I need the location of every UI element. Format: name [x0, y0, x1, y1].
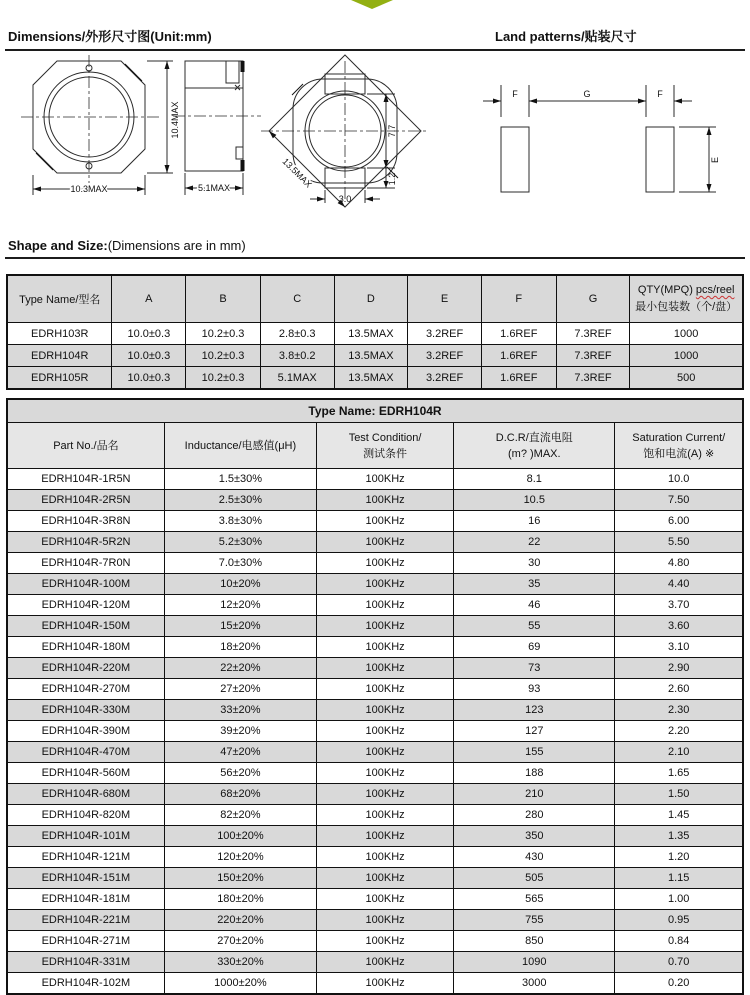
spec-table-row-cell: 0.20 [615, 973, 743, 995]
spec-table-row-cell: 100KHz [317, 469, 454, 490]
spec-table-row-cell: EDRH104R-181M [7, 889, 164, 910]
spec-table-row-cell: 100KHz [317, 658, 454, 679]
spec-table-row-cell: 100KHz [317, 637, 454, 658]
size-table-row-cell: 10.0±0.3 [112, 323, 186, 345]
size-table-row-cell: 3.2REF [408, 323, 482, 345]
spec-table-row-cell: 120±20% [164, 847, 316, 868]
spec-col-part-no: Part No./品名 [7, 423, 164, 469]
spec-table-row [7, 910, 743, 931]
spec-table-row-cell: 1000±20% [164, 973, 316, 995]
dim-label-height: 10.4MAX [170, 101, 180, 139]
dim-label-f-left: F [512, 89, 518, 99]
spec-table-row-cell: 35 [454, 574, 615, 595]
spec-table-row-cell: 93 [454, 679, 615, 700]
bottom-view-drawing [255, 51, 460, 216]
dim-label-diagonal: 13.5MAX [280, 156, 314, 190]
size-col-type-name: Type Name/型名 [7, 275, 112, 323]
spec-table-row-cell: 100KHz [317, 910, 454, 931]
spec-table-row-cell: 100KHz [317, 931, 454, 952]
spec-table-row-cell: 100KHz [317, 616, 454, 637]
shape-size-heading-rest: (Dimensions are in mm) [107, 238, 246, 253]
size-table-row [7, 323, 743, 345]
spec-table-row-cell: 4.80 [615, 553, 743, 574]
spec-table-row-cell: EDRH104R-390M [7, 721, 164, 742]
dim-label-width: 10.3MAX [70, 184, 108, 194]
spec-table-row [7, 574, 743, 595]
spec-table-row-cell: 755 [454, 910, 615, 931]
spec-table-row-cell: 6.00 [615, 511, 743, 532]
dim-label-e: E [710, 156, 720, 164]
spec-table-row-cell: 1.20 [615, 847, 743, 868]
dim-label-pad-span: 7.7 [387, 124, 397, 138]
spec-table-row-cell: EDRH104R-121M [7, 847, 164, 868]
spec-table-row [7, 637, 743, 658]
spec-table-row-cell: 3000 [454, 973, 615, 995]
spec-table-row-cell: 10.0 [615, 469, 743, 490]
spec-table-row [7, 763, 743, 784]
spec-table-row-cell: 3.70 [615, 595, 743, 616]
size-col-qty [630, 275, 743, 323]
spec-table-row-cell: EDRH104R-101M [7, 826, 164, 847]
size-table [6, 274, 744, 390]
spec-table-row [7, 658, 743, 679]
spec-table-row-cell: EDRH104R-680M [7, 784, 164, 805]
spec-table-row-cell: EDRH104R-470M [7, 742, 164, 763]
spec-table-row-cell: 100KHz [317, 511, 454, 532]
shape-size-heading-bold: Shape and Size: [8, 238, 108, 253]
spec-table-row-cell: 47±20% [164, 742, 316, 763]
spec-table-row-cell: EDRH104R-120M [7, 595, 164, 616]
spec-table-row-cell: EDRH104R-560M [7, 763, 164, 784]
spec-table-row-cell: 210 [454, 784, 615, 805]
technical-drawings [5, 51, 745, 223]
spec-table-header-row [7, 423, 743, 469]
land-pattern-drawing [481, 77, 741, 217]
size-table-row-cell: 10.2±0.3 [186, 323, 261, 345]
spec-table-row-cell: 155 [454, 742, 615, 763]
size-table-row-cell: 13.5MAX [334, 367, 408, 390]
spec-table-row-cell: 270±20% [164, 931, 316, 952]
spec-table-row-cell: EDRH104R-3R8N [7, 511, 164, 532]
spec-table-row [7, 490, 743, 511]
spec-table-row-cell: 69 [454, 637, 615, 658]
spec-table-row-cell: EDRH104R-5R2N [7, 532, 164, 553]
dim-label-pad-height: 1.2 [387, 172, 397, 186]
spec-table-row [7, 931, 743, 952]
size-table-row-cell: 3.2REF [408, 345, 482, 367]
spec-table-row [7, 973, 743, 995]
spec-table-row-cell: 180±20% [164, 889, 316, 910]
spec-table-row [7, 700, 743, 721]
spec-table-row-cell: EDRH104R-7R0N [7, 553, 164, 574]
spec-table-title-row [7, 399, 743, 423]
spec-col-dcr: D.C.R/直流电阻 (m? )MAX. [454, 423, 615, 469]
spec-table-row-cell: 127 [454, 721, 615, 742]
size-table-row-cell: 1.6REF [481, 323, 556, 345]
spec-table-row-cell: 150±20% [164, 868, 316, 889]
spec-table-row-cell: EDRH104R-180M [7, 637, 164, 658]
spec-table-row-cell: 2.30 [615, 700, 743, 721]
dim-label-f-right: F [657, 89, 663, 99]
spec-table-row-cell: 0.95 [615, 910, 743, 931]
spec-table-row-cell: 1.00 [615, 889, 743, 910]
spec-table-row-cell: 5.50 [615, 532, 743, 553]
spec-table-row [7, 805, 743, 826]
spec-table-row-cell: 12±20% [164, 595, 316, 616]
spec-table-row-cell: 2.5±30% [164, 490, 316, 511]
spec-table-row-cell: 10.5 [454, 490, 615, 511]
spec-table-row-cell: 22±20% [164, 658, 316, 679]
spec-table-row-cell: 16 [454, 511, 615, 532]
spec-table-row-cell: 56±20% [164, 763, 316, 784]
spec-table-row [7, 784, 743, 805]
spec-table-row [7, 721, 743, 742]
size-col-f: F [481, 275, 556, 323]
size-table-row [7, 367, 743, 390]
spec-table-row-cell: 82±20% [164, 805, 316, 826]
spec-table-row-cell: 2.10 [615, 742, 743, 763]
spec-table-row-cell: EDRH104R-2R5N [7, 490, 164, 511]
spec-table-row [7, 742, 743, 763]
size-table-row-cell: 13.5MAX [334, 345, 408, 367]
spec-col-saturation-current: Saturation Current/ 饱和电流(A) ※ [615, 423, 743, 469]
spec-table-row-cell: 2.60 [615, 679, 743, 700]
spec-col-test-condition: Test Condition/ 测试条件 [317, 423, 454, 469]
spec-table-row-cell: 1090 [454, 952, 615, 973]
qty-header-line2: 最小包装数（个/盘） [635, 301, 738, 313]
spec-table-row-cell: 100KHz [317, 784, 454, 805]
spec-table-row [7, 469, 743, 490]
size-table-row-cell: EDRH105R [7, 367, 112, 390]
spec-table-row-cell: 100KHz [317, 763, 454, 784]
size-table-row-cell: 7.3REF [556, 367, 630, 390]
spec-table-row-cell: 3.10 [615, 637, 743, 658]
spec-table-title: Type Name: EDRH104R [7, 399, 743, 423]
spec-col-inductance: Inductance/电感值(μH) [164, 423, 316, 469]
spec-table-row-cell: 100KHz [317, 973, 454, 995]
spec-table-row-cell: 7.50 [615, 490, 743, 511]
spec-table-row-cell: 100KHz [317, 889, 454, 910]
size-table-row-cell: EDRH103R [7, 323, 112, 345]
spec-table-row [7, 679, 743, 700]
spec-table-row-cell: 505 [454, 868, 615, 889]
spec-table-row-cell: 22 [454, 532, 615, 553]
spec-table-row-cell: 15±20% [164, 616, 316, 637]
size-table-row-cell: EDRH104R [7, 345, 112, 367]
size-table-row-cell: 10.2±0.3 [186, 345, 261, 367]
spec-table-row-cell: 3.60 [615, 616, 743, 637]
size-table-row-cell: 7.3REF [556, 323, 630, 345]
spec-table-row-cell: 8.1 [454, 469, 615, 490]
spec-table-row-cell: EDRH104R-330M [7, 700, 164, 721]
spec-table-row [7, 553, 743, 574]
spec-table-row [7, 616, 743, 637]
spec-table-row-cell: 100KHz [317, 679, 454, 700]
page-header [5, 0, 745, 51]
spec-table-row-cell: 1.15 [615, 868, 743, 889]
spec-table-row-cell: 5.2±30% [164, 532, 316, 553]
spec-table-row-cell: EDRH104R-220M [7, 658, 164, 679]
size-table-row-cell: 13.5MAX [334, 323, 408, 345]
qty-header-prefix: QTY(MPQ) [637, 284, 693, 296]
spec-table-row-cell: 100KHz [317, 532, 454, 553]
spec-table-row-cell: 1.45 [615, 805, 743, 826]
size-table-row-cell: 500 [630, 367, 743, 390]
qty-header-underlined: pcs/reel [695, 284, 735, 296]
spec-table-row-cell: 100KHz [317, 490, 454, 511]
spec-table-row-cell: 68±20% [164, 784, 316, 805]
spec-table-row-cell: 350 [454, 826, 615, 847]
spec-table-row-cell: 100KHz [317, 742, 454, 763]
spec-table-row-cell: 100KHz [317, 721, 454, 742]
dim-label-g: G [583, 89, 591, 99]
spec-table-row-cell: 1.50 [615, 784, 743, 805]
spec-table-row-cell: 10±20% [164, 574, 316, 595]
size-table-row-cell: 2.8±0.3 [260, 323, 334, 345]
dimensions-heading: Dimensions/外形尺寸图(Unit:mm) [8, 29, 212, 44]
size-table-row [7, 345, 743, 367]
top-view-drawing [21, 55, 196, 207]
spec-table-row-cell: EDRH104R-271M [7, 931, 164, 952]
spec-table-row-cell: 18±20% [164, 637, 316, 658]
size-col-d: D [334, 275, 408, 323]
spec-table-row-cell: 188 [454, 763, 615, 784]
spec-table-row-cell: 4.40 [615, 574, 743, 595]
spec-table-row [7, 889, 743, 910]
size-col-b: B [186, 275, 261, 323]
dim-label-depth: 5.1MAX [197, 183, 231, 193]
spec-table-row [7, 826, 743, 847]
spec-table-row-cell: 100KHz [317, 826, 454, 847]
spec-table-row-cell: 100KHz [317, 847, 454, 868]
spec-table-row-cell: EDRH104R-221M [7, 910, 164, 931]
spec-table-row-cell: EDRH104R-1R5N [7, 469, 164, 490]
spec-table-row-cell: EDRH104R-270M [7, 679, 164, 700]
size-col-e: E [408, 275, 482, 323]
size-col-g: G [556, 275, 630, 323]
spec-table-row-cell: 73 [454, 658, 615, 679]
spec-table-row-cell: 3.8±30% [164, 511, 316, 532]
spec-table-row-cell: 100KHz [317, 805, 454, 826]
spec-table-row-cell: 330±20% [164, 952, 316, 973]
spec-table-row-cell: 55 [454, 616, 615, 637]
spec-table-row-cell: EDRH104R-102M [7, 973, 164, 995]
size-table-row-cell: 10.2±0.3 [186, 367, 261, 390]
spec-table [6, 398, 744, 995]
spec-table-row-cell: 33±20% [164, 700, 316, 721]
spec-table-row-cell: 100KHz [317, 553, 454, 574]
spec-table-row-cell: 39±20% [164, 721, 316, 742]
size-table-row-cell: 3.8±0.2 [260, 345, 334, 367]
spec-table-row-cell: 100KHz [317, 700, 454, 721]
spec-table-row-cell: 100±20% [164, 826, 316, 847]
size-table-row-cell: 1.6REF [481, 345, 556, 367]
spec-table-row-cell: 1.5±30% [164, 469, 316, 490]
spec-table-row-cell: 220±20% [164, 910, 316, 931]
spec-table-row-cell: 7.0±30% [164, 553, 316, 574]
spec-table-row-cell: EDRH104R-820M [7, 805, 164, 826]
spec-table-row [7, 511, 743, 532]
size-col-c: C [260, 275, 334, 323]
spec-table-row-cell: 0.70 [615, 952, 743, 973]
spec-table-row-cell: EDRH104R-100M [7, 574, 164, 595]
spec-table-row-cell: 100KHz [317, 952, 454, 973]
size-table-row-cell: 1000 [630, 345, 743, 367]
spec-table-row-cell: 850 [454, 931, 615, 952]
spec-table-row-cell: 2.90 [615, 658, 743, 679]
spec-table-row-cell: 100KHz [317, 868, 454, 889]
spec-table-row [7, 532, 743, 553]
size-table-row-cell: 10.0±0.3 [112, 345, 186, 367]
spec-table-row-cell: 123 [454, 700, 615, 721]
spec-table-row-cell: 30 [454, 553, 615, 574]
spec-table-row [7, 847, 743, 868]
spec-table-row-cell: 2.20 [615, 721, 743, 742]
size-table-row-cell: 5.1MAX [260, 367, 334, 390]
spec-table-row-cell: 430 [454, 847, 615, 868]
land-patterns-heading: Land patterns/贴装尺寸 [495, 29, 637, 44]
spec-table-row-cell: 1.65 [615, 763, 743, 784]
spec-table-row-cell: 100KHz [317, 574, 454, 595]
spec-table-row-cell: 280 [454, 805, 615, 826]
spec-table-row-cell: 27±20% [164, 679, 316, 700]
size-col-a: A [112, 275, 186, 323]
spec-table-row [7, 595, 743, 616]
spec-table-row [7, 868, 743, 889]
size-table-row-cell: 7.3REF [556, 345, 630, 367]
size-table-row-cell: 1000 [630, 323, 743, 345]
size-table-row-cell: 3.2REF [408, 367, 482, 390]
spec-table-row [7, 952, 743, 973]
spec-table-row-cell: EDRH104R-331M [7, 952, 164, 973]
spec-table-row-cell: 0.84 [615, 931, 743, 952]
spec-table-row-cell: 1.35 [615, 826, 743, 847]
spec-table-row-cell: 565 [454, 889, 615, 910]
spec-table-row-cell: 100KHz [317, 595, 454, 616]
size-table-header-row [7, 275, 743, 323]
size-table-row-cell: 1.6REF [481, 367, 556, 390]
dim-label-pad-width: 3.0 [338, 194, 352, 204]
shape-size-heading [5, 235, 745, 259]
spec-table-row-cell: EDRH104R-150M [7, 616, 164, 637]
spec-table-row-cell: 46 [454, 595, 615, 616]
size-table-row-cell: 10.0±0.3 [112, 367, 186, 390]
spec-table-row-cell: EDRH104R-151M [7, 868, 164, 889]
